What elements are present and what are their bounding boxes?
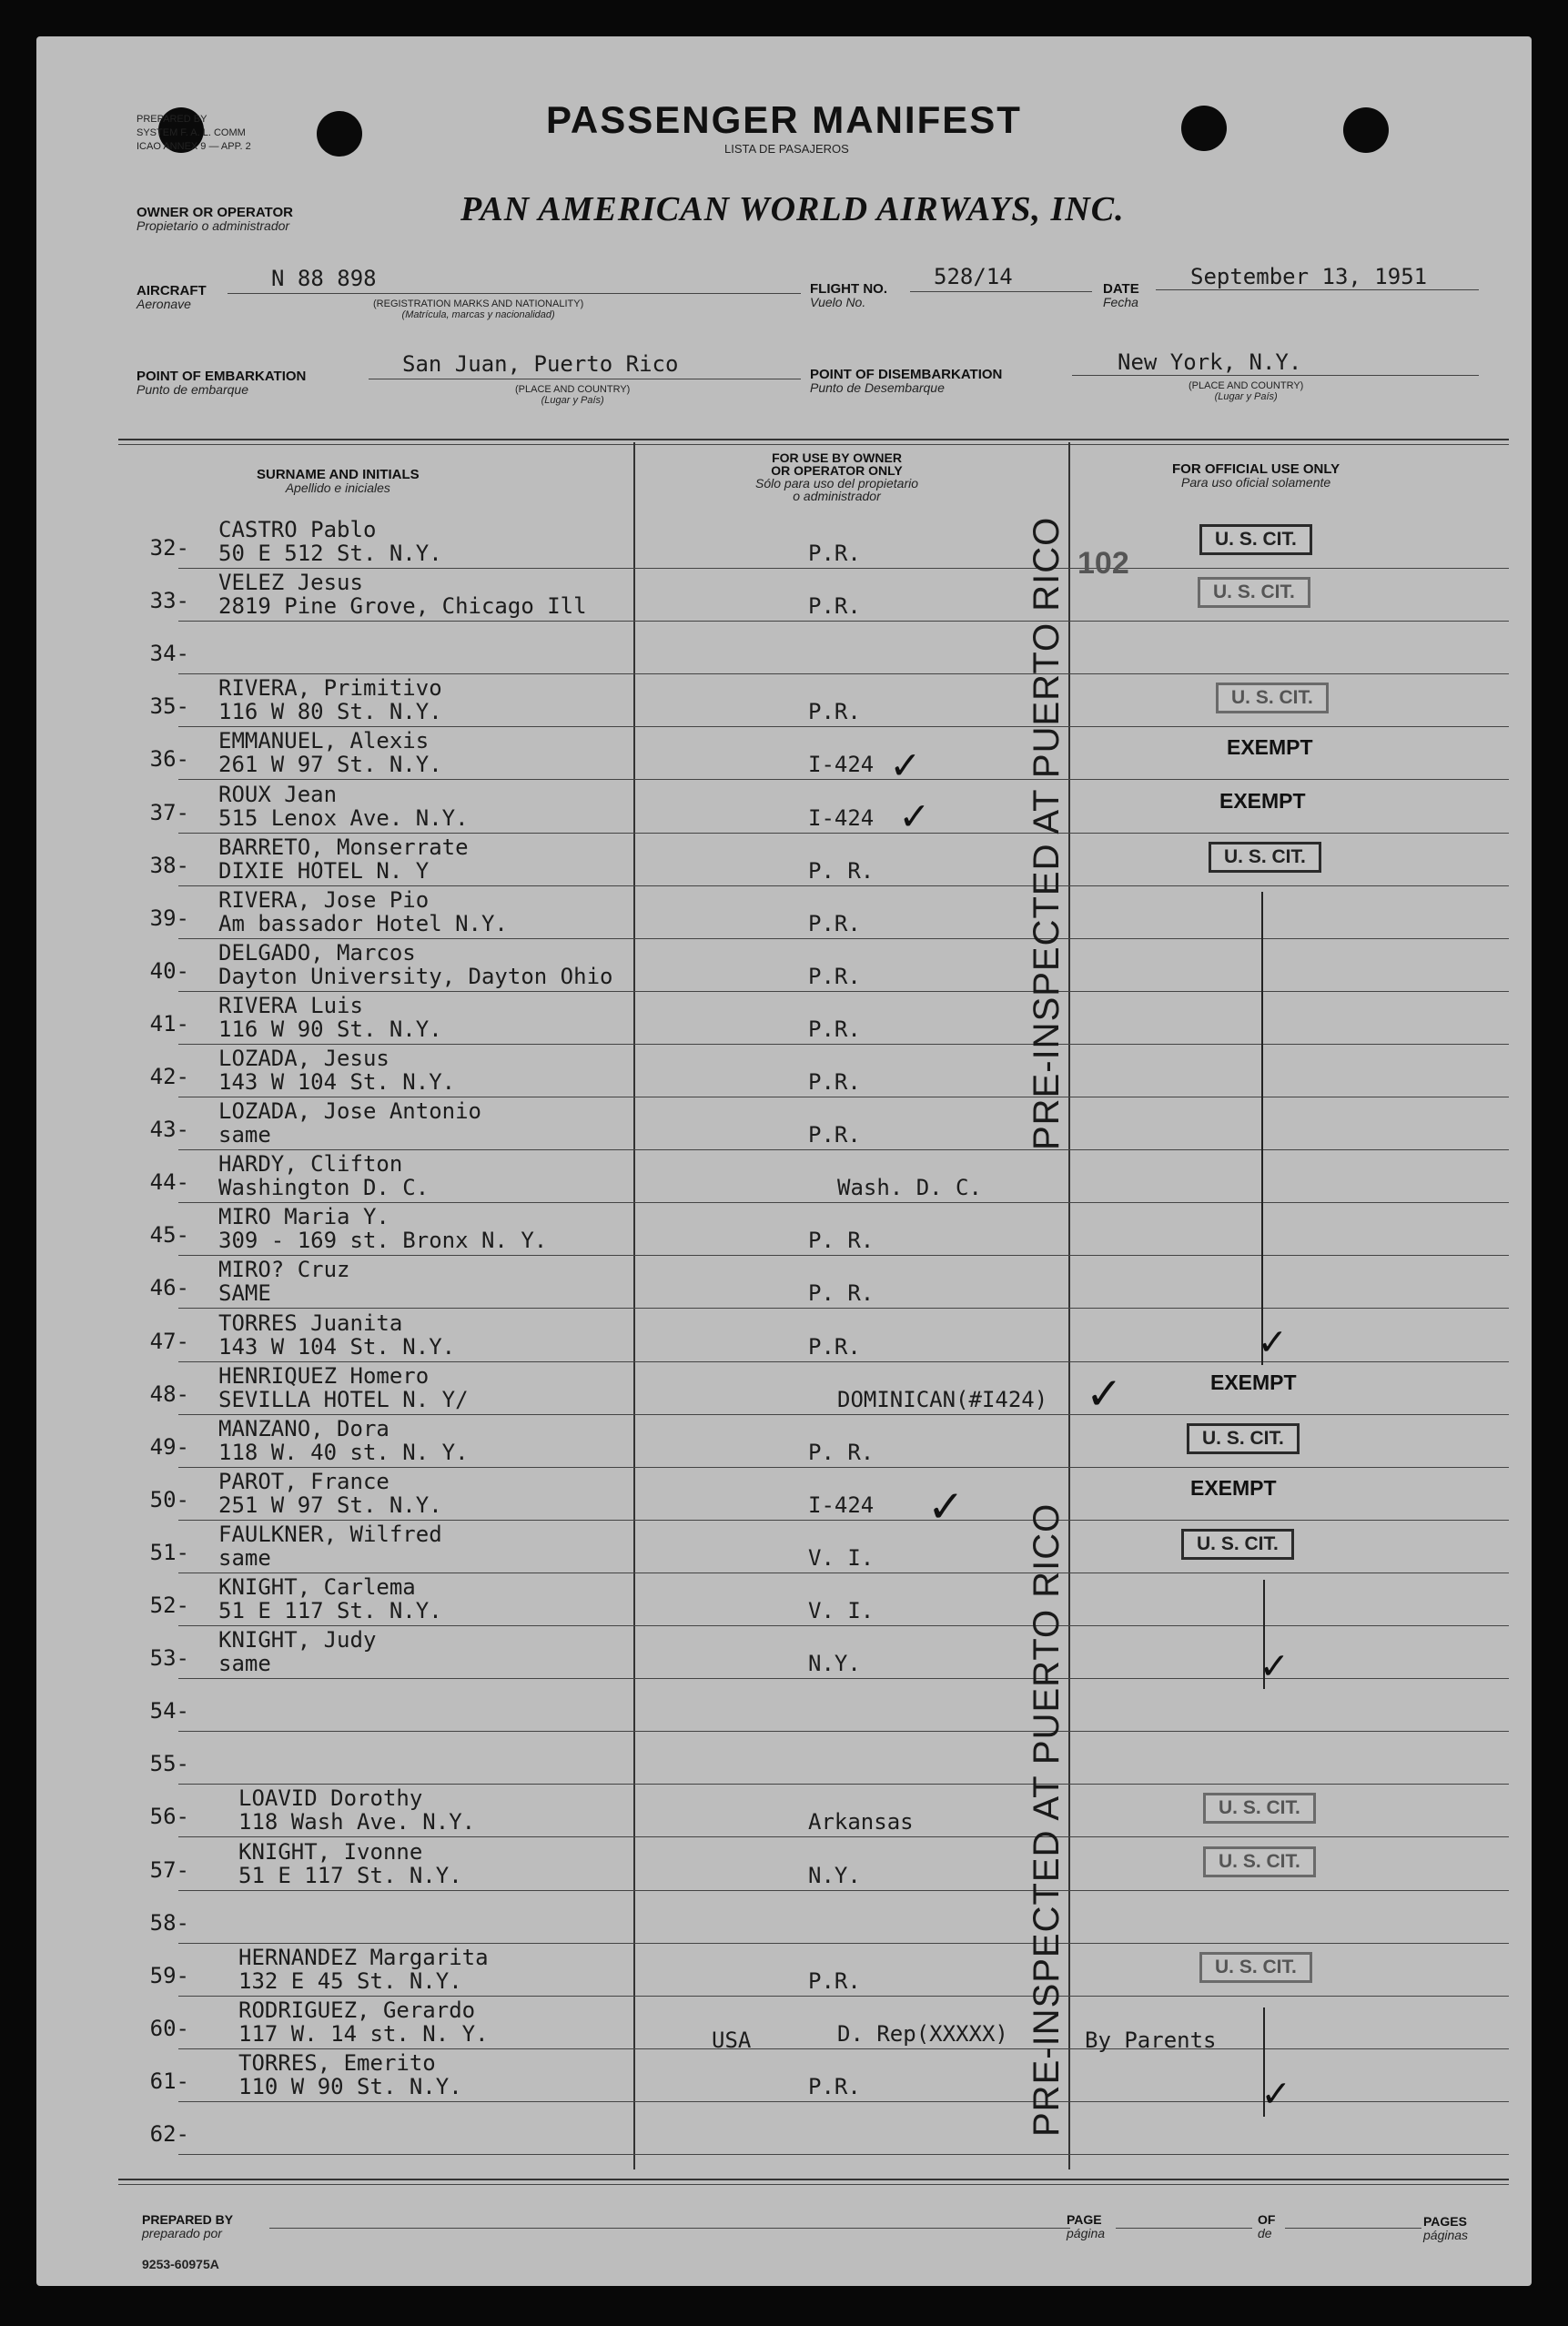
passenger-name: VELEZ Jesus bbox=[218, 570, 363, 595]
row-number: 45- bbox=[149, 1222, 189, 1248]
prepared-by-text: PREPARED BY bbox=[142, 2212, 234, 2227]
row-number: 55- bbox=[149, 1751, 189, 1776]
operator-use-value: D. Rep(XXXXX) bbox=[837, 2021, 1008, 2047]
flight-label-text: FLIGHT NO. bbox=[810, 281, 887, 297]
row-rule bbox=[178, 1731, 1509, 1732]
row-number: 39- bbox=[149, 905, 189, 931]
row-rule bbox=[178, 1149, 1509, 1150]
page-title: PASSENGER MANIFEST bbox=[546, 98, 1022, 141]
operator-use-value: P.R. bbox=[808, 1334, 861, 1360]
registration-note-text: (REGISTRATION MARKS AND NATIONALITY) bbox=[373, 298, 584, 309]
passenger-name: KNIGHT, Carlema bbox=[218, 1574, 416, 1600]
operator-use-value: P.R. bbox=[808, 541, 861, 566]
passenger-name: PAROT, France bbox=[218, 1469, 389, 1494]
passenger-name: TORRES, Emerito bbox=[238, 2050, 436, 2076]
aircraft-label bbox=[137, 284, 207, 311]
operator-use-value: P.R. bbox=[808, 911, 861, 936]
passenger-name: KNIGHT, Ivonne bbox=[238, 1839, 423, 1865]
operator-use-value: P.R. bbox=[808, 1069, 861, 1095]
operator-use-value: P.R. bbox=[808, 1016, 861, 1042]
disembarkation-value: New York, N.Y. bbox=[1118, 349, 1302, 375]
row-rule bbox=[178, 568, 1509, 569]
airline-name: PAN AMERICAN WORLD AIRWAYS, INC. bbox=[460, 190, 1125, 228]
passenger-address: Am bassador Hotel N.Y. bbox=[218, 911, 508, 936]
pages-label-text: PAGES bbox=[1423, 2214, 1467, 2229]
embarkation-label bbox=[137, 369, 306, 397]
passenger-name: LOZADA, Jose Antonio bbox=[218, 1098, 481, 1124]
row-rule bbox=[178, 1836, 1509, 1837]
passenger-address: 309 - 169 st. Bronx N. Y. bbox=[218, 1228, 548, 1253]
date-label-es: Fecha bbox=[1103, 295, 1138, 309]
col-header-operator-1: FOR USE BY OWNER bbox=[772, 450, 902, 465]
row-number: 37- bbox=[149, 800, 189, 825]
punch-hole bbox=[1343, 107, 1389, 153]
flight-underline bbox=[910, 291, 1092, 292]
page-label-text: PAGE bbox=[1067, 2212, 1102, 2227]
passenger-address: 251 W 97 St. N.Y. bbox=[218, 1492, 442, 1518]
operator-use-value: N.Y. bbox=[808, 1863, 861, 1888]
of-line bbox=[1285, 2228, 1421, 2229]
row-number: 49- bbox=[149, 1434, 189, 1460]
operator-use-value: Wash. D. C. bbox=[837, 1175, 982, 1200]
operator-use-value: P.R. bbox=[808, 1968, 861, 1994]
date-label bbox=[1103, 282, 1139, 309]
count-stamp: 102 bbox=[1077, 546, 1129, 581]
of-label-es: de bbox=[1258, 2226, 1272, 2240]
row-rule bbox=[178, 1202, 1509, 1203]
passenger-address: Dayton University, Dayton Ohio bbox=[218, 964, 613, 989]
passenger-address: same bbox=[218, 1545, 271, 1571]
table-top-rule-2 bbox=[118, 444, 1509, 445]
row-number: 44- bbox=[149, 1169, 189, 1195]
us-citizen-stamp: U. S. CIT. bbox=[1199, 524, 1312, 555]
row-rule bbox=[178, 1943, 1509, 1944]
row-rule bbox=[178, 1308, 1509, 1309]
row-rule bbox=[178, 621, 1509, 622]
passenger-name: LOZADA, Jesus bbox=[218, 1046, 389, 1071]
page-line bbox=[1116, 2228, 1252, 2229]
punch-hole bbox=[317, 111, 362, 157]
us-citizen-stamp: U. S. CIT. bbox=[1198, 577, 1310, 608]
us-citizen-stamp: U. S. CIT. bbox=[1199, 1952, 1312, 1983]
preinspected-stamp-lower: PRE-INSPECTED AT PUERTO RICO bbox=[1027, 1502, 1067, 2137]
row-number: 61- bbox=[149, 2068, 189, 2094]
passenger-address: 2819 Pine Grove, Chicago Ill bbox=[218, 593, 587, 619]
row-number: 38- bbox=[149, 853, 189, 878]
row-rule bbox=[178, 885, 1509, 886]
row-number: 47- bbox=[149, 1329, 189, 1354]
us-citizen-stamp: U. S. CIT. bbox=[1203, 1793, 1316, 1824]
row-rule bbox=[178, 1044, 1509, 1045]
row-number: 43- bbox=[149, 1117, 189, 1142]
aircraft-underline bbox=[228, 293, 801, 294]
col-header-official-text: FOR OFFICIAL USE ONLY bbox=[1172, 461, 1340, 477]
row-number: 35- bbox=[149, 693, 189, 719]
passenger-name: RIVERA, Jose Pio bbox=[218, 887, 430, 913]
row-number: 34- bbox=[149, 641, 189, 666]
operator-use-value: P. R. bbox=[808, 858, 875, 884]
owner-label-text: OWNER OR OPERATOR bbox=[137, 205, 293, 220]
row-rule bbox=[178, 1890, 1509, 1891]
row-rule bbox=[178, 1414, 1509, 1415]
disembark-place-note-text: (PLACE AND COUNTRY) bbox=[1189, 380, 1304, 391]
exempt-stamp: EXEMPT bbox=[1190, 1476, 1277, 1500]
exempt-stamp: EXEMPT bbox=[1227, 735, 1313, 759]
row-rule bbox=[178, 779, 1509, 780]
passenger-address: same bbox=[218, 1122, 271, 1148]
row-rule bbox=[178, 1361, 1509, 1362]
col-header-operator bbox=[755, 451, 918, 502]
us-citizen-stamp: U. S. CIT. bbox=[1216, 683, 1329, 713]
row-number: 51- bbox=[149, 1540, 189, 1565]
row-number: 57- bbox=[149, 1857, 189, 1883]
aircraft-label-text: AIRCRAFT bbox=[137, 283, 207, 298]
operator-use-value: P.R. bbox=[808, 964, 861, 989]
passenger-address: 51 E 117 St. N.Y. bbox=[218, 1598, 442, 1623]
registration-note bbox=[373, 298, 583, 320]
checkmark-icon: ✓ bbox=[1261, 1640, 1287, 1689]
passenger-address: 50 E 512 St. N.Y. bbox=[218, 541, 442, 566]
us-citizen-stamp: U. S. CIT. bbox=[1203, 1846, 1316, 1877]
operator-use-value: V. I. bbox=[808, 1598, 875, 1623]
passenger-address: Washington D. C. bbox=[218, 1175, 430, 1200]
passenger-name: TORRES Juanita bbox=[218, 1310, 403, 1336]
page-label bbox=[1067, 2213, 1105, 2240]
disembarkation-underline bbox=[1072, 375, 1479, 376]
table-bottom-rule bbox=[118, 2179, 1509, 2180]
flight-label bbox=[810, 282, 887, 309]
row-number: 41- bbox=[149, 1011, 189, 1037]
row-number: 58- bbox=[149, 1910, 189, 1936]
checkmark-icon: ✓ bbox=[1088, 1363, 1119, 1422]
row-number: 50- bbox=[149, 1487, 189, 1512]
embarkation-value: San Juan, Puerto Rico bbox=[402, 351, 679, 377]
disembark-place-note bbox=[1189, 380, 1303, 402]
row-rule bbox=[178, 673, 1509, 674]
header-code bbox=[137, 113, 251, 154]
col-header-name-es: Apellido e iniciales bbox=[285, 480, 390, 495]
row-number: 62- bbox=[149, 2121, 189, 2147]
operator-use-value: I-424 bbox=[808, 752, 875, 777]
operator-use-value: DOMINICAN(#I424) bbox=[837, 1387, 1048, 1412]
exempt-stamp: EXEMPT bbox=[1219, 789, 1306, 813]
prepared-by-label bbox=[142, 2213, 233, 2240]
passenger-address: 132 E 45 St. N.Y. bbox=[238, 1968, 462, 1994]
passenger-name: LOAVID Dorothy bbox=[238, 1785, 423, 1811]
row-number: 59- bbox=[149, 1963, 189, 1988]
passenger-name: MIRO? Cruz bbox=[218, 1257, 350, 1282]
col-header-official bbox=[1172, 462, 1340, 490]
checkmark-icon: ✓ bbox=[901, 790, 927, 841]
owner-label-es: Propietario o administrador bbox=[137, 218, 290, 233]
row-number: 54- bbox=[149, 1698, 189, 1724]
col-header-name bbox=[257, 468, 420, 495]
arrow-line bbox=[1261, 892, 1263, 1365]
row-number: 60- bbox=[149, 2016, 189, 2041]
operator-use-value: I-424 bbox=[808, 805, 875, 831]
row-number: 33- bbox=[149, 588, 189, 613]
row-rule bbox=[178, 1784, 1509, 1785]
passenger-name: EMMANUEL, Alexis bbox=[218, 728, 430, 753]
passenger-address: 116 W 80 St. N.Y. bbox=[218, 699, 442, 724]
passenger-name: RODRIGUEZ, Gerardo bbox=[238, 1997, 476, 2023]
checkmark-icon: ✓ bbox=[1263, 2068, 1289, 2117]
row-number: 56- bbox=[149, 1804, 189, 1829]
row-rule bbox=[178, 1678, 1509, 1679]
exempt-stamp: EXEMPT bbox=[1210, 1370, 1297, 1394]
row-rule bbox=[178, 726, 1509, 727]
passenger-name: BARRETO, Monserrate bbox=[218, 834, 469, 860]
passenger-address: DIXIE HOTEL N. Y bbox=[218, 858, 430, 884]
operator-use-value: P.R. bbox=[808, 1122, 861, 1148]
embark-place-note-text: (PLACE AND COUNTRY) bbox=[515, 384, 631, 395]
row-number: 42- bbox=[149, 1064, 189, 1089]
passenger-name: RIVERA Luis bbox=[218, 993, 363, 1018]
disembark-place-note-es: (Lugar y País) bbox=[1214, 391, 1278, 402]
row60-extra-usa: USA bbox=[712, 2028, 752, 2053]
col-header-operator-2: OR OPERATOR ONLY bbox=[771, 463, 903, 478]
passenger-address: SAME bbox=[218, 1280, 271, 1306]
passenger-name: FAULKNER, Wilfred bbox=[218, 1522, 442, 1547]
operator-use-value: Arkansas bbox=[808, 1809, 914, 1835]
col-header-official-es: Para uso oficial solamente bbox=[1180, 475, 1331, 490]
row-rule bbox=[178, 938, 1509, 939]
row-rule bbox=[178, 1625, 1509, 1626]
row-rule bbox=[178, 2048, 1509, 2049]
passenger-address: 118 W. 40 st. N. Y. bbox=[218, 1440, 469, 1465]
passenger-name: RIVERA, Primitivo bbox=[218, 675, 442, 701]
passenger-name: DELGADO, Marcos bbox=[218, 940, 416, 966]
col-header-operator-es-2: o administrador bbox=[793, 489, 881, 503]
header-code-2: SYSTEM F. A. L. COMM bbox=[137, 127, 246, 138]
col-header-name-text: SURNAME AND INITIALS bbox=[257, 467, 420, 482]
checkmark-icon: ✓ bbox=[892, 739, 918, 790]
registration-note-es: (Matrícula, marcas y nacionalidad) bbox=[401, 309, 555, 320]
date-label-text: DATE bbox=[1103, 281, 1139, 297]
aircraft-label-es: Aeronave bbox=[137, 297, 191, 311]
row-number: 53- bbox=[149, 1645, 189, 1671]
punch-hole bbox=[1181, 106, 1227, 151]
passenger-address: SEVILLA HOTEL N. Y/ bbox=[218, 1387, 469, 1412]
passenger-address: 143 W 104 St. N.Y. bbox=[218, 1334, 456, 1360]
form-code: 9253-60975A bbox=[142, 2257, 219, 2271]
checkmark-icon: ✓ bbox=[1259, 1316, 1285, 1365]
operator-use-value: P.R. bbox=[808, 2074, 861, 2099]
column-divider-1 bbox=[633, 442, 635, 2169]
operator-use-value: P.R. bbox=[808, 593, 861, 619]
disembarkation-label-text: POINT OF DISEMBARKATION bbox=[810, 367, 1003, 382]
row-number: 46- bbox=[149, 1275, 189, 1300]
embarkation-label-es: Punto de embarque bbox=[137, 382, 248, 397]
date-underline bbox=[1156, 289, 1479, 290]
column-divider-2 bbox=[1068, 442, 1070, 2169]
of-label bbox=[1258, 2213, 1275, 2240]
owner-label bbox=[137, 206, 293, 233]
row-number: 48- bbox=[149, 1381, 189, 1407]
operator-use-value: N.Y. bbox=[808, 1651, 861, 1676]
passenger-name: KNIGHT, Judy bbox=[218, 1627, 377, 1653]
us-citizen-stamp: U. S. CIT. bbox=[1209, 842, 1321, 873]
row-number: 36- bbox=[149, 746, 189, 772]
row-rule bbox=[178, 1996, 1509, 1997]
flight-value: 528/14 bbox=[934, 264, 1013, 289]
embark-place-note-es: (Lugar y País) bbox=[541, 395, 604, 406]
row-number: 32- bbox=[149, 535, 189, 561]
row-rule bbox=[178, 991, 1509, 992]
of-label-text: OF bbox=[1258, 2212, 1276, 2227]
pages-label-es: páginas bbox=[1423, 2228, 1469, 2242]
row60-extra-parents: By Parents bbox=[1085, 2028, 1217, 2053]
operator-use-value: I-424 bbox=[808, 1492, 875, 1518]
page-label-es: página bbox=[1067, 2226, 1106, 2240]
prepared-by-line bbox=[269, 2228, 1070, 2229]
passenger-address: 143 W 104 St. N.Y. bbox=[218, 1069, 456, 1095]
passenger-name: MANZANO, Dora bbox=[218, 1416, 389, 1441]
passenger-name: ROUX Jean bbox=[218, 782, 338, 807]
passenger-name: HERNANDEZ Margarita bbox=[238, 1945, 489, 1970]
row-rule bbox=[178, 1520, 1509, 1521]
disembarkation-label-es: Punto de Desembarque bbox=[810, 380, 945, 395]
row-rule bbox=[178, 2154, 1509, 2155]
passenger-name: HARDY, Clifton bbox=[218, 1151, 403, 1177]
passenger-address: same bbox=[218, 1651, 271, 1676]
embark-place-note bbox=[515, 384, 630, 406]
page-title-es: LISTA DE PASAJEROS bbox=[724, 142, 849, 156]
passenger-address: 51 E 117 St. N.Y. bbox=[238, 1863, 462, 1888]
row-rule bbox=[178, 1467, 1509, 1468]
row-rule bbox=[178, 833, 1509, 834]
passenger-name: CASTRO Pablo bbox=[218, 517, 377, 542]
us-citizen-stamp: U. S. CIT. bbox=[1181, 1529, 1294, 1560]
header-code-1: PREPARED BY bbox=[137, 114, 207, 125]
operator-use-value: P. R. bbox=[808, 1440, 875, 1465]
passenger-address: 261 W 97 St. N.Y. bbox=[218, 752, 442, 777]
passenger-address: 117 W. 14 st. N. Y. bbox=[238, 2021, 489, 2047]
passenger-name: HENRIQUEZ Homero bbox=[218, 1363, 430, 1389]
operator-use-value: V. I. bbox=[808, 1545, 875, 1571]
row-number: 52- bbox=[149, 1593, 189, 1618]
passenger-address: 116 W 90 St. N.Y. bbox=[218, 1016, 442, 1042]
embarkation-label-text: POINT OF EMBARKATION bbox=[137, 369, 307, 384]
table-bottom-rule-2 bbox=[118, 2184, 1509, 2185]
header-code-3: ICAO ANNEX 9 — APP. 2 bbox=[137, 141, 251, 152]
passenger-address: 515 Lenox Ave. N.Y. bbox=[218, 805, 469, 831]
prepared-by-es: preparado por bbox=[142, 2226, 222, 2240]
operator-use-value: P.R. bbox=[808, 699, 861, 724]
date-value: September 13, 1951 bbox=[1190, 264, 1428, 289]
flight-label-es: Vuelo No. bbox=[810, 295, 866, 309]
disembarkation-label bbox=[810, 368, 1002, 395]
passenger-address: 110 W 90 St. N.Y. bbox=[238, 2074, 462, 2099]
row-rule bbox=[178, 1255, 1509, 1256]
passenger-address: 118 Wash Ave. N.Y. bbox=[238, 1809, 476, 1835]
preinspected-stamp-upper: PRE-INSPECTED AT PUERTO RICO bbox=[1027, 516, 1067, 1150]
us-citizen-stamp: U. S. CIT. bbox=[1187, 1423, 1300, 1454]
table-top-rule bbox=[118, 439, 1509, 440]
operator-use-value: P. R. bbox=[808, 1228, 875, 1253]
operator-use-value: P. R. bbox=[808, 1280, 875, 1306]
row-rule bbox=[178, 2101, 1509, 2102]
passenger-name: MIRO Maria Y. bbox=[218, 1204, 389, 1229]
row-number: 40- bbox=[149, 958, 189, 984]
col-header-operator-es-1: Sólo para uso del propietario bbox=[755, 476, 919, 490]
pages-label bbox=[1423, 2215, 1468, 2242]
checkmark-icon: ✓ bbox=[930, 1476, 961, 1535]
aircraft-value: N 88 898 bbox=[271, 266, 377, 291]
